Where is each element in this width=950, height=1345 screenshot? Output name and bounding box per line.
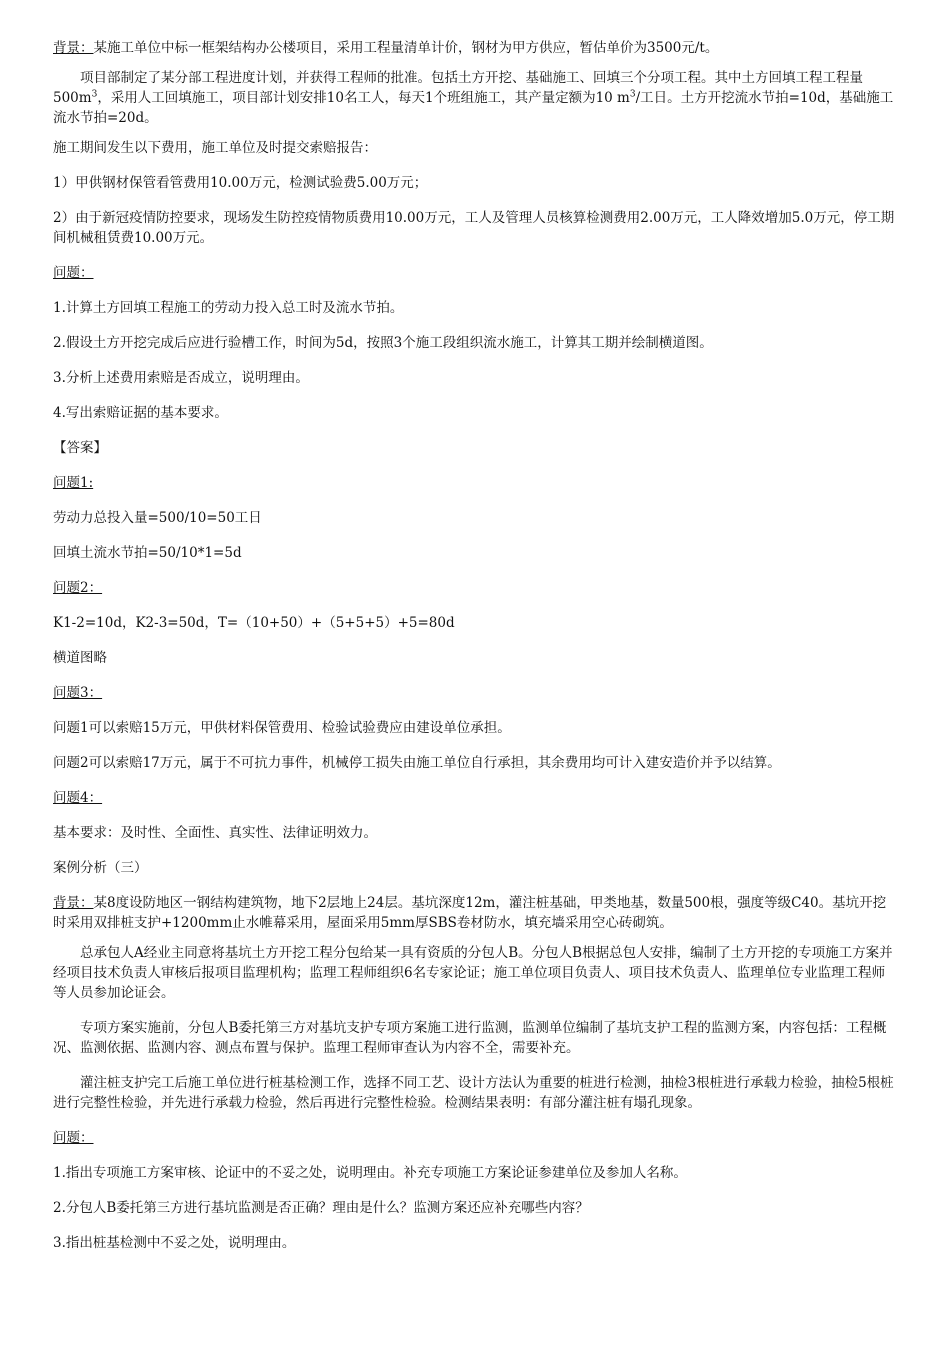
- answer-4-line-1: 基本要求：及时性、全面性、真实性、法律证明效力。: [53, 825, 377, 841]
- case1-para2-sup2: 3: [629, 89, 636, 100]
- answer-heading: 【答案】: [53, 440, 107, 456]
- case1-costs-intro: 施工期间发生以下费用，施工单位及时提交索赔报告：: [53, 140, 377, 156]
- answer-2-label: 问题2：: [53, 580, 103, 596]
- case1-background: [53, 38, 898, 58]
- case1-schedule-paragraph: [53, 68, 898, 128]
- case1-cost-1: 1）甲供钢材保管看管费用10.00万元，检测试验费5.00万元；: [53, 175, 428, 191]
- answer-1-line-2: 回填土流水节拍=50/10*1=5d: [53, 545, 242, 561]
- case1-background-label: 背景：: [53, 40, 94, 56]
- case3-paragraph-4: 灌注桩支护完工后施工单位进行桩基检测工作，选择不同工艺、设计方法认为重要的桩进行检测，抽检3根桩进行承载力检验，抽检5根桩进行完整性检验，并先进行承载力检验，然后再进行完整性检验。检测结果表明：有部分灌注桩有塌孔现象。: [53, 1075, 894, 1111]
- answer-2-line-1: K1-2=10d，K2-3=50d，T=（10+50）+（5+5+5）+5=80d: [53, 615, 455, 631]
- case1-question-4: 4.写出索赔证据的基本要求。: [53, 405, 228, 421]
- case3-paragraph-3: 专项方案实施前，分包人B委托第三方对基坑支护专项方案施工进行监测，监测单位编制了基坑支护工程的监测方案，内容包括：工程概况、监测依据、监测内容、测点布置与保护。监理工程师审查认为内容不全，需要补充。: [53, 1020, 887, 1056]
- case3-background-text: 某8度设防地区一钢结构建筑物，地下2层地上24层。基坑深度12m，灌注桩基础，甲类地基，数量500根，强度等级C40。基坑开挖时采用双排桩支护+1200mm止水帷幕采用，屋面采用5mm厚SBS卷材防水，填充墙采用空心砖砌筑。: [53, 895, 887, 931]
- case1-question-2: 2.假设土方开挖完成后应进行验槽工作，时间为5d，按照3个施工段组织流水施工，计算其工期并绘制横道图。: [53, 335, 713, 351]
- case3-question-3: 3.指出桩基检测中不妥之处，说明理由。: [53, 1235, 296, 1251]
- case1-para2-sup: 3: [91, 89, 98, 100]
- answer-1-line-1: 劳动力总投入量=500/10=50工日: [53, 510, 262, 526]
- answer-4-label: 问题4：: [53, 790, 103, 806]
- case1-question-3: 3.分析上述费用索赔是否成立，说明理由。: [53, 370, 309, 386]
- case1-question-1: 1.计算土方回填工程施工的劳动力投入总工时及流水节拍。: [53, 300, 404, 316]
- case3-background-label: 背景：: [53, 895, 94, 911]
- case3-background: [53, 893, 898, 933]
- case1-para2-part3: /工日。土方开挖流水节拍=10d，基础施工流水节拍=20d。: [53, 90, 894, 126]
- case3-question-2: 2.分包人B委托第三方进行基坑监测是否正确？理由是什么？监测方案还应补充哪些内容？: [53, 1200, 589, 1216]
- case3-paragraph-2: 总承包人A经业主同意将基坑土方开挖工程分包给某一具有资质的分包人B。分包人B根据总包人安排，编制了土方开挖的专项施工方案并经项目技术负责人审核后报项目监理机构；监理工程师组织6名专家论证；施工单位项目负责人、项目技术负责人、监理单位专业监理工程师等人员参加论证会。: [53, 945, 893, 1001]
- case1-background-text: 某施工单位中标一框架结构办公楼项目，采用工程量清单计价，钢材为甲方供应，暂估单价为3500元/t。: [93, 40, 719, 56]
- case3-question-1: 1.指出专项施工方案审核、论证中的不妥之处，说明理由。补充专项施工方案论证参建单位及参加人名称。: [53, 1165, 687, 1181]
- case1-para2-part2: ，采用人工回填施工，项目部计划安排10名工人，每天1个班组施工，其产量定额为10 m: [97, 90, 630, 106]
- case1-para2-part1: 项目部制定了某分部工程进度计划，并获得工程师的批准。包括土方开挖、基础施工、回填三个分项工程。其中土方回填工程工程量500m: [53, 70, 863, 106]
- answer-3-label: 问题3：: [53, 685, 103, 701]
- case1-cost-2: 2）由于新冠疫情防控要求，现场发生防控疫情物质费用10.00万元，工人及管理人员核算检测费用2.00万元，工人降效增加5.0万元，停工期间机械租赁费10.00万元。: [53, 210, 895, 246]
- answer-3-line-2: 问题2可以索赔17万元，属于不可抗力事件，机械停工损失由施工单位自行承担，其余费用均可计入建安造价并予以结算。: [53, 755, 781, 771]
- answer-3-line-1: 问题1可以索赔15万元，甲供材料保管费用、检验试验费应由建设单位承担。: [53, 720, 511, 736]
- case1-questions-label: 问题：: [53, 265, 94, 281]
- answer-1-label: 问题1:: [53, 475, 94, 491]
- case3-title: 案例分析（三）: [53, 860, 148, 876]
- answer-2-line-2: 横道图略: [53, 650, 107, 666]
- case3-questions-label: 问题：: [53, 1130, 94, 1146]
